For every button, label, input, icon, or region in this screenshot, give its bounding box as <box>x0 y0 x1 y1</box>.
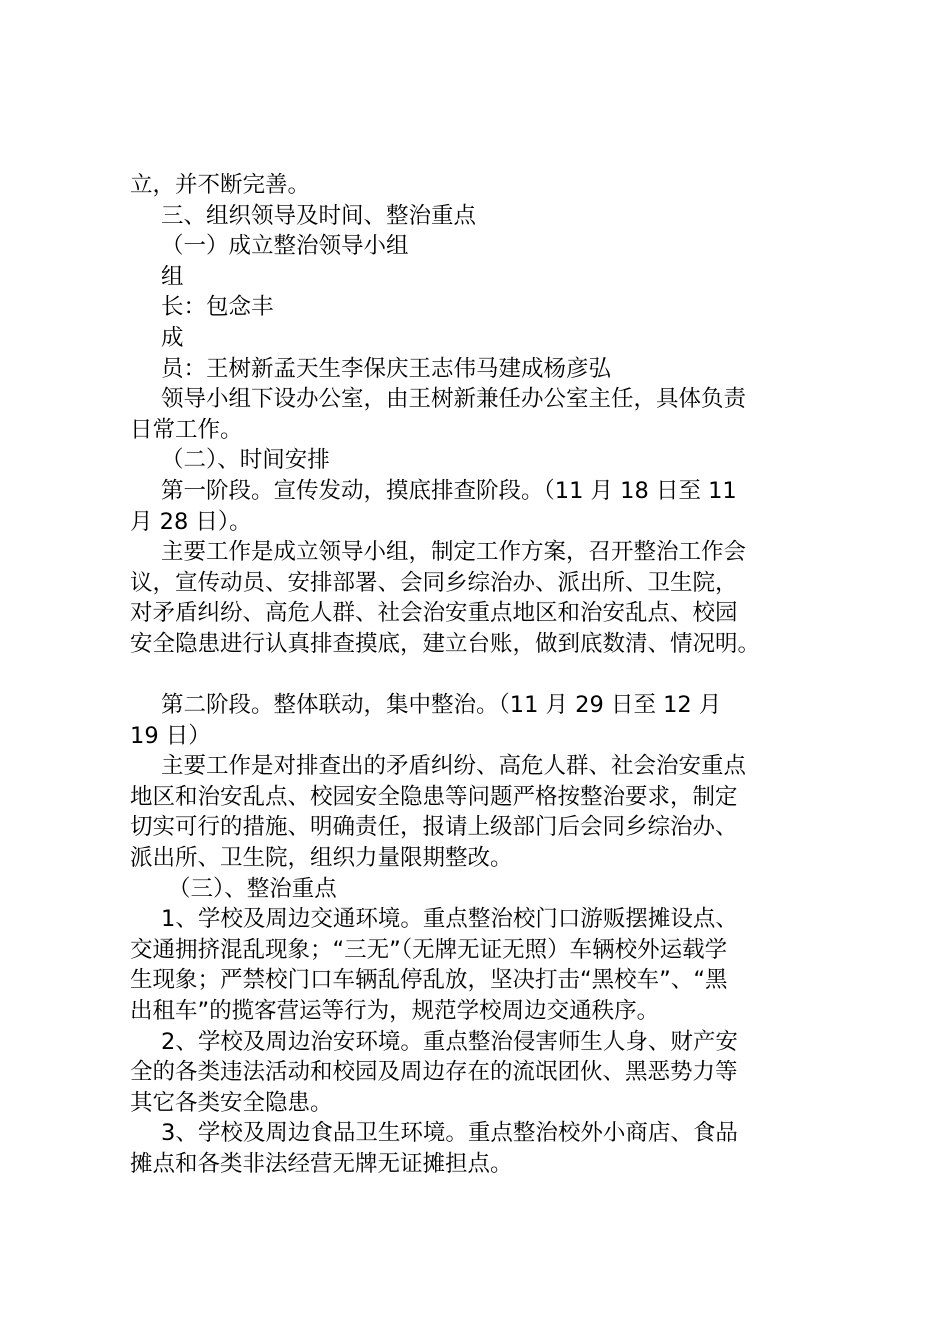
paragraph-line: 立，并不断完善。 <box>130 172 311 198</box>
document-body <box>130 170 835 1180</box>
paragraph-line: 摊点和各类非法经营无牌无证摊担点。 <box>130 1151 513 1177</box>
paragraph-line: 第二阶段。整体联动，集中整治。（11 月 29 日至 12 月 <box>161 692 722 719</box>
paragraph-line: 安全隐患进行认真排查摸底，建立台账，做到底数清、情况明。 <box>130 630 761 657</box>
subsection-heading: （二）、时间安排 <box>161 447 330 474</box>
paragraph-line: 其它各类安全隐患。 <box>130 1089 333 1116</box>
paragraph-line: 领导小组下设办公室，由王树新兼任办公室主任，具体负责 <box>161 386 747 413</box>
paragraph-line: 成 <box>161 324 184 351</box>
paragraph-line: 交通拥挤混乱现象；“三无”（无牌无证无照）车辆校外运载学 <box>130 936 728 963</box>
section-heading: 三、组织领导及时间、整治重点 <box>161 202 477 229</box>
blank-line <box>130 660 835 691</box>
paragraph-line: 议，宣传动员、安排部署、会同乡综治办、派出所、卫生院， <box>130 569 738 596</box>
paragraph-line: 生现象；严禁校门口车辆乱停乱放，坚决打击“黑校车”、“黑 <box>130 967 728 994</box>
paragraph-line: 19 日） <box>130 722 211 749</box>
paragraph-line: 1、学校及周边交通环境。重点整治校门口游贩摆摊设点、 <box>161 906 738 933</box>
paragraph-line: 月 28 日）。 <box>130 508 252 535</box>
paragraph-line: 组 <box>161 263 184 290</box>
subsection-heading: （一）成立整治领导小组 <box>161 233 409 260</box>
paragraph-line: 派出所、卫生院，组织力量限期整改。 <box>130 845 513 872</box>
paragraph-line: 对矛盾纠纷、高危人群、社会治安重点地区和治安乱点、校园 <box>130 600 738 627</box>
paragraph-line: 员：王树新孟天生李保庆王志伟马建成杨彦弘 <box>161 355 612 382</box>
paragraph-line: 日常工作。 <box>130 416 243 443</box>
paragraph-line: 主要工作是对排查出的矛盾纠纷、高危人群、社会治安重点 <box>161 753 747 780</box>
paragraph-line: 地区和治安乱点、校园安全隐患等问题严格按整治要求，制定 <box>130 783 738 810</box>
subsection-heading: （三）、整治重点 <box>168 875 337 902</box>
paragraph-line: 第一阶段。宣传发动，摸底排查阶段。（11 月 18 日至 11 <box>161 477 737 504</box>
paragraph-line: 2、学校及周边治安环境。重点整治侵害师生人身、财产安 <box>161 1028 738 1055</box>
paragraph-line: 全的各类违法活动和校园及周边存在的流氓团伙、黑恶势力等 <box>130 1059 738 1086</box>
paragraph-line: 3、学校及周边食品卫生环境。重点整治校外小商店、食品 <box>161 1120 738 1147</box>
paragraph-line: 长：包念丰 <box>161 294 274 321</box>
paragraph-line: 切实可行的措施、明确责任，报请上级部门后会同乡综治办、 <box>130 814 738 841</box>
paragraph-line: 出租车”的揽客营运等行为，规范学校周边交通秩序。 <box>130 998 660 1025</box>
paragraph-line: 主要工作是成立领导小组，制定工作方案，召开整治工作会 <box>161 539 747 566</box>
